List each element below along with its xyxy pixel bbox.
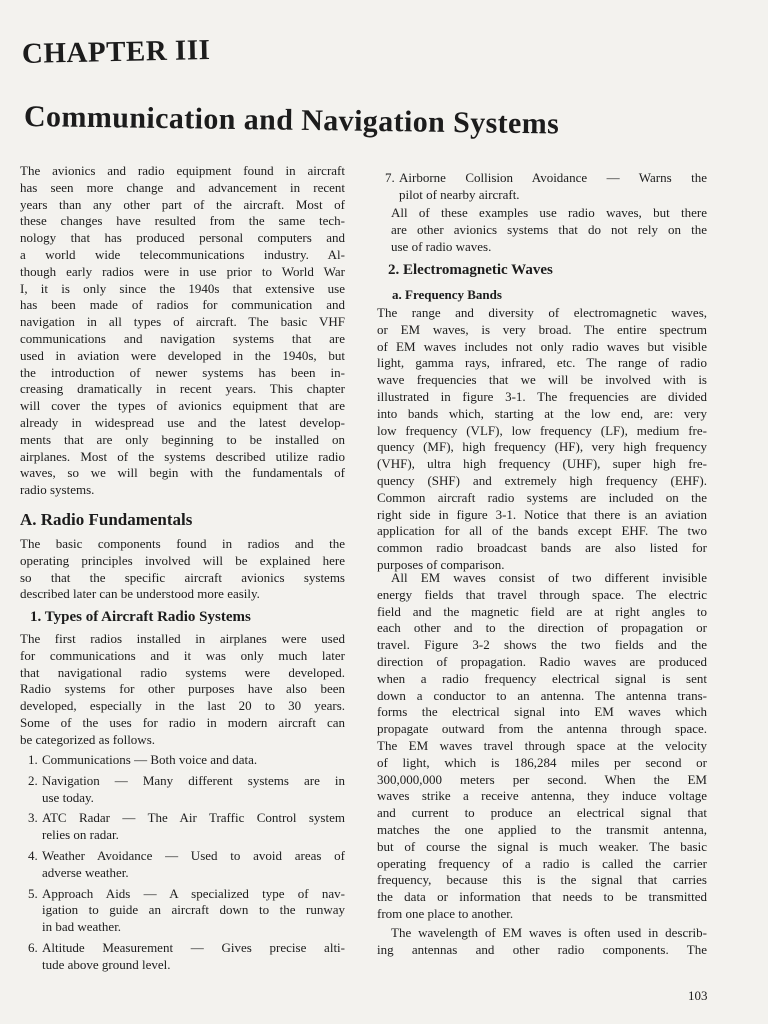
text-line: field and the magnetic field are at right angles to [377,603,707,619]
text-line: and current to produce an electrical signal that [377,805,707,821]
list-item-number: 4. [28,847,38,863]
section-a-heading: A. Radio Fundamentals [20,510,193,529]
list-item-text: Communications — Both voice and data. [42,752,258,767]
text-line: (VHF), ultra high frequency (UHF), super high fre- [377,456,707,472]
text-line: The EM waves travel through space at the velocity [377,737,707,753]
text-line: Radio systems for other purposes have also been [20,681,345,697]
text-line: low frequency (VLF), low frequency (LF), medium fre- [377,422,707,438]
text-line: operating frequency of a radio is called the carrier [377,855,707,871]
list-item-text: use today. [42,789,94,805]
text-line: navigation in all types of aircraft. The basic VHF [20,314,345,330]
text-line: illustrated in figure 3-1. The frequencies are divided [377,388,707,404]
uses-summary-paragraph [377,205,707,255]
list-item-text: tude above ground level. [42,956,171,972]
text-line: direction of propagation. Radio waves are produced [377,653,707,669]
list-item-number: 1. [28,752,38,767]
text-line: be categorized as follows. [20,731,156,747]
text-line: wave frequencies that we will be involved with is [377,372,707,388]
text-line: purposes of comparison. [377,556,505,572]
page-number: 103 [688,988,708,1003]
text-line: travel. Figure 3-2 shows the two fields and the [377,637,707,653]
text-line: waves, so we will begin with the fundamentals of [20,465,345,481]
text-line: Some of the uses for radio in modern aircraft can [20,714,345,730]
text-line: use of radio waves. [391,238,492,254]
intro-paragraph [20,163,345,499]
text-line: or EM waves, is very broad. The entire spectrum [377,321,707,337]
list-item-number: 3. [28,810,38,826]
list-item-text: in bad weather. [42,919,122,935]
text-line: used in aviation were developed in the 1940s, but [20,347,345,363]
text-line: so that the specific aircraft avionics systems [20,569,345,585]
text-line: propagate outward from the antenna through space. [377,721,707,737]
text-line: has seen more change and advancement in recent [20,179,345,195]
list-item-number: 7. [385,170,395,185]
text-line: into bands which, starting at the low end, are: very [377,405,707,421]
list-item [20,940,345,974]
text-line: The range and diversity of electromagnetic waves, [377,305,707,320]
list-item-text: Airborne Collision Avoidance — Warns the [399,170,707,185]
text-line: quency (MF), high frequency (HF), very high frequency [377,439,707,455]
text-line: communications and navigation systems that are [20,330,345,346]
section-1-paragraph [20,631,345,749]
list-item [20,810,345,844]
text-line: are other avionics systems that do not rely on the [391,221,707,237]
list-item [377,170,707,204]
text-line: that navigational radio systems were developed. [20,664,345,680]
chapter-title: Communication and Navigation Systems [23,100,560,141]
text-line: of light, which is 186,284 miles per second or [377,754,707,770]
text-line: when a radio frequency electrical signal is sent [377,670,707,686]
text-line: down a conductor to an antenna. The antenna trans- [377,687,707,703]
section-1-heading: 1. Types of Aircraft Radio Systems [30,609,251,625]
text-line: The first radios installed in airplanes were used [20,631,345,646]
text-line: energy fields that travel through space. The electric [377,586,707,602]
text-line: years than any other part of the aircraft. Most of [20,196,345,212]
list-item [20,886,345,936]
list-item-text: Altitude Measurement — Gives precise alti- [42,939,345,955]
text-line: 300,000,000 meters per second. When the EM [377,771,707,787]
list-item [20,848,345,882]
list-item-text: Weather Avoidance — Used to avoid areas of [42,847,345,863]
text-line: common radio broadcast bands are also listed for [377,540,707,556]
uses-list-continued [377,170,707,208]
section-2-heading: 2. Electromagnetic Waves [388,262,553,278]
text-line: ing antennas and other radio components. The [377,941,707,957]
text-line: of EM waves includes not only radio waves but visible [377,338,707,354]
text-line: but of course the signal is much weaker. The basic [377,838,707,854]
frequency-bands-subheading: a. Frequency Bands [392,287,502,302]
text-line: quency (SHF) and extremely high frequency (EHF). [377,472,707,488]
list-item-text: relies on radar. [42,827,119,843]
list-item-text: Navigation — Many different systems are in [42,772,345,788]
chapter-label: CHAPTER III [21,34,211,70]
frequency-bands-paragraph [377,305,707,574]
em-waves-paragraph [377,570,707,923]
text-line: already in widespread use and the latest develop- [20,414,345,430]
text-line: waves strike a receive antenna, they induce voltage [377,788,707,804]
list-item-text: pilot of nearby aircraft. [399,186,520,202]
list-item-text: ATC Radar — The Air Traffic Control system [42,810,345,826]
text-line: radio systems. [20,482,95,498]
list-item-text: Approach Aids — A specialized type of nav- [42,885,345,901]
text-line: has been made of radios for communication and [20,297,345,313]
text-line: forms the electrical signal into EM waves which [377,704,707,720]
text-line: matches the one applied to the transmit antenna, [377,821,707,837]
text-line: Common aircraft radio systems are included on the [377,489,707,505]
text-line: right side in figure 3-1. Notice that there is an aviation [377,506,707,522]
text-line: creasing dramatically in recent years. This chapter [20,381,345,397]
text-line: All of these examples use radio waves, but there [391,205,707,220]
text-line: these changes have resulted from the same tech- [20,213,345,229]
text-line: The wavelength of EM waves is often used in describ- [391,925,707,940]
text-line: light, gamma rays, infrared, etc. The range of radio [377,355,707,371]
text-line: nology that has produced personal computers and [20,230,345,246]
text-line: will cover the types of avionics equipment that are [20,398,345,414]
list-item-text: igation to guide an aircraft down to the runway [42,902,345,918]
list-item [20,773,345,807]
wavelength-paragraph [377,925,707,959]
text-line: the data or information that needs to be transmitted [377,889,707,905]
text-line: a world wide telecommunications industry. Al- [20,246,345,262]
list-item-number: 5. [28,885,38,901]
text-line: though early radios were in use prior to World War [20,263,345,279]
list-item-number: 2. [28,772,38,788]
text-line: for communications and it was only much later [20,647,345,663]
text-line: developed, especially in the last 20 to 30 years. [20,698,345,714]
section-a-paragraph [20,536,345,603]
list-item-number: 6. [28,939,38,955]
text-line: operating principles involved will be explained here [20,552,345,568]
text-line: ments that are only beginning to be installed on [20,431,345,447]
list-item-text: adverse weather. [42,864,129,880]
text-line: from one place to another. [377,905,514,921]
text-line: The basic components found in radios and the [20,536,345,551]
text-line: I, it is only since the 1940s that extensive use [20,280,345,296]
text-line: airplanes. Most of the systems described utilize radio [20,448,345,464]
text-line: each other and to the direction of propagation or [377,620,707,636]
text-line: the introduction of newer systems has been in- [20,364,345,380]
uses-list [20,752,345,978]
text-line: All EM waves consist of two different invisible [391,570,707,585]
text-line: application for all of the bands except EHF. The two [377,523,707,539]
text-line: frequency, because this is the signal that carries [377,872,707,888]
list-item [20,752,345,769]
text-line: The avionics and radio equipment found in aircraft [20,163,345,178]
text-line: described later can be understood more easily. [20,586,260,602]
